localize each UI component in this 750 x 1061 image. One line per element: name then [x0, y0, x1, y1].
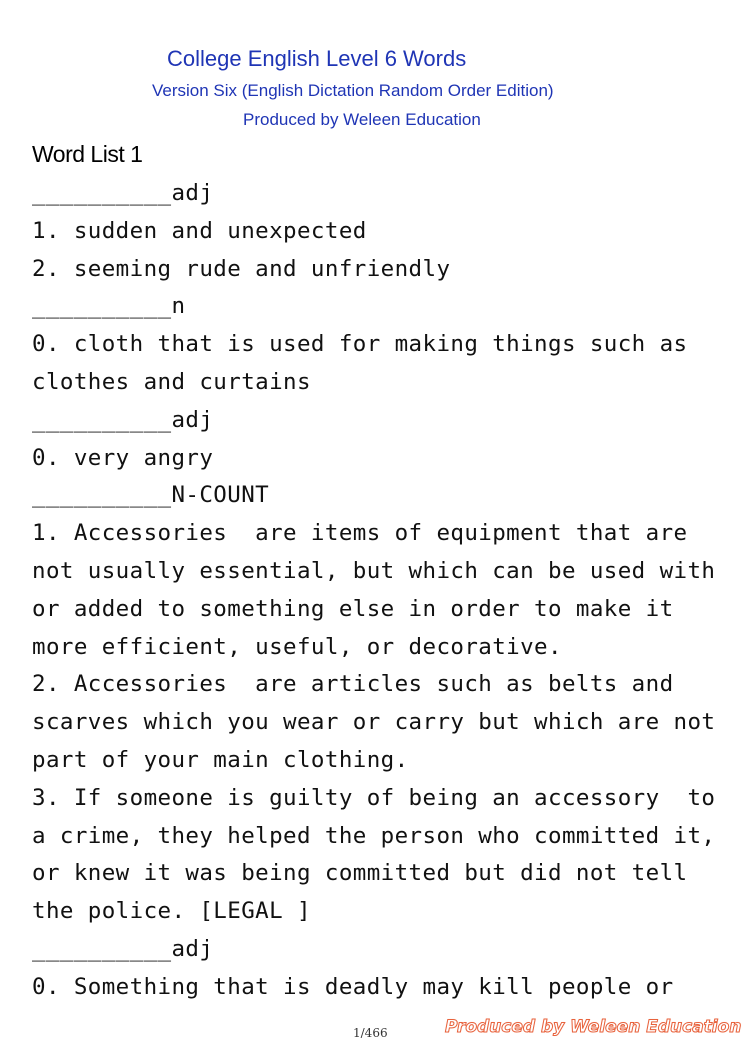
- entry-line: 2. seeming rude and unfriendly: [32, 255, 451, 282]
- word-list-heading: Word List 1: [32, 141, 143, 167]
- entry-line: scarves which you wear or carry but which are not: [32, 709, 716, 736]
- entry-line: __________adj: [32, 180, 214, 206]
- document-subtitle: Version Six (English Dictation Random Order Edition): [152, 81, 554, 100]
- entry-line: not usually essential, but which can be used with: [32, 557, 716, 584]
- entry-line: 0. Something that is deadly may kill people or: [32, 973, 674, 1000]
- entry-line: __________adj: [32, 406, 214, 433]
- entry-line: 3. If someone is guilty of being an accessory to: [32, 784, 716, 811]
- entry-line: the police. [LEGAL ]: [32, 898, 311, 925]
- page-number: 1/466: [353, 1026, 388, 1040]
- entry-line: a crime, they helped the person who committed it,: [32, 822, 716, 849]
- dictation-content: [32, 175, 732, 1007]
- watermark: Produced by Weleen Education: [445, 1017, 742, 1037]
- entry-line: __________adj: [32, 935, 214, 962]
- entry-line: 0. cloth that is used for making things such as: [32, 331, 688, 358]
- entry-line: __________N-COUNT: [32, 482, 270, 509]
- entry-line: 2. Accessories are articles such as belts and: [32, 671, 674, 698]
- entry-line: 1. Accessories are items of equipment that are: [32, 520, 688, 547]
- entry-line: clothes and curtains: [32, 368, 311, 395]
- document-title: College English Level 6 Words: [167, 46, 467, 71]
- entry-line: more efficient, useful, or decorative.: [32, 633, 562, 660]
- entry-line: or knew it was being committed but did not tell: [32, 860, 688, 887]
- producer-line: Produced by Weleen Education: [243, 110, 481, 129]
- entry-line: or added to something else in order to make it: [32, 595, 674, 622]
- entry-line: __________n: [32, 293, 186, 320]
- entry-line: 1. sudden and unexpected: [32, 217, 367, 244]
- entry-line: part of your main clothing.: [32, 746, 409, 773]
- entry-line: 0. very angry: [32, 444, 214, 471]
